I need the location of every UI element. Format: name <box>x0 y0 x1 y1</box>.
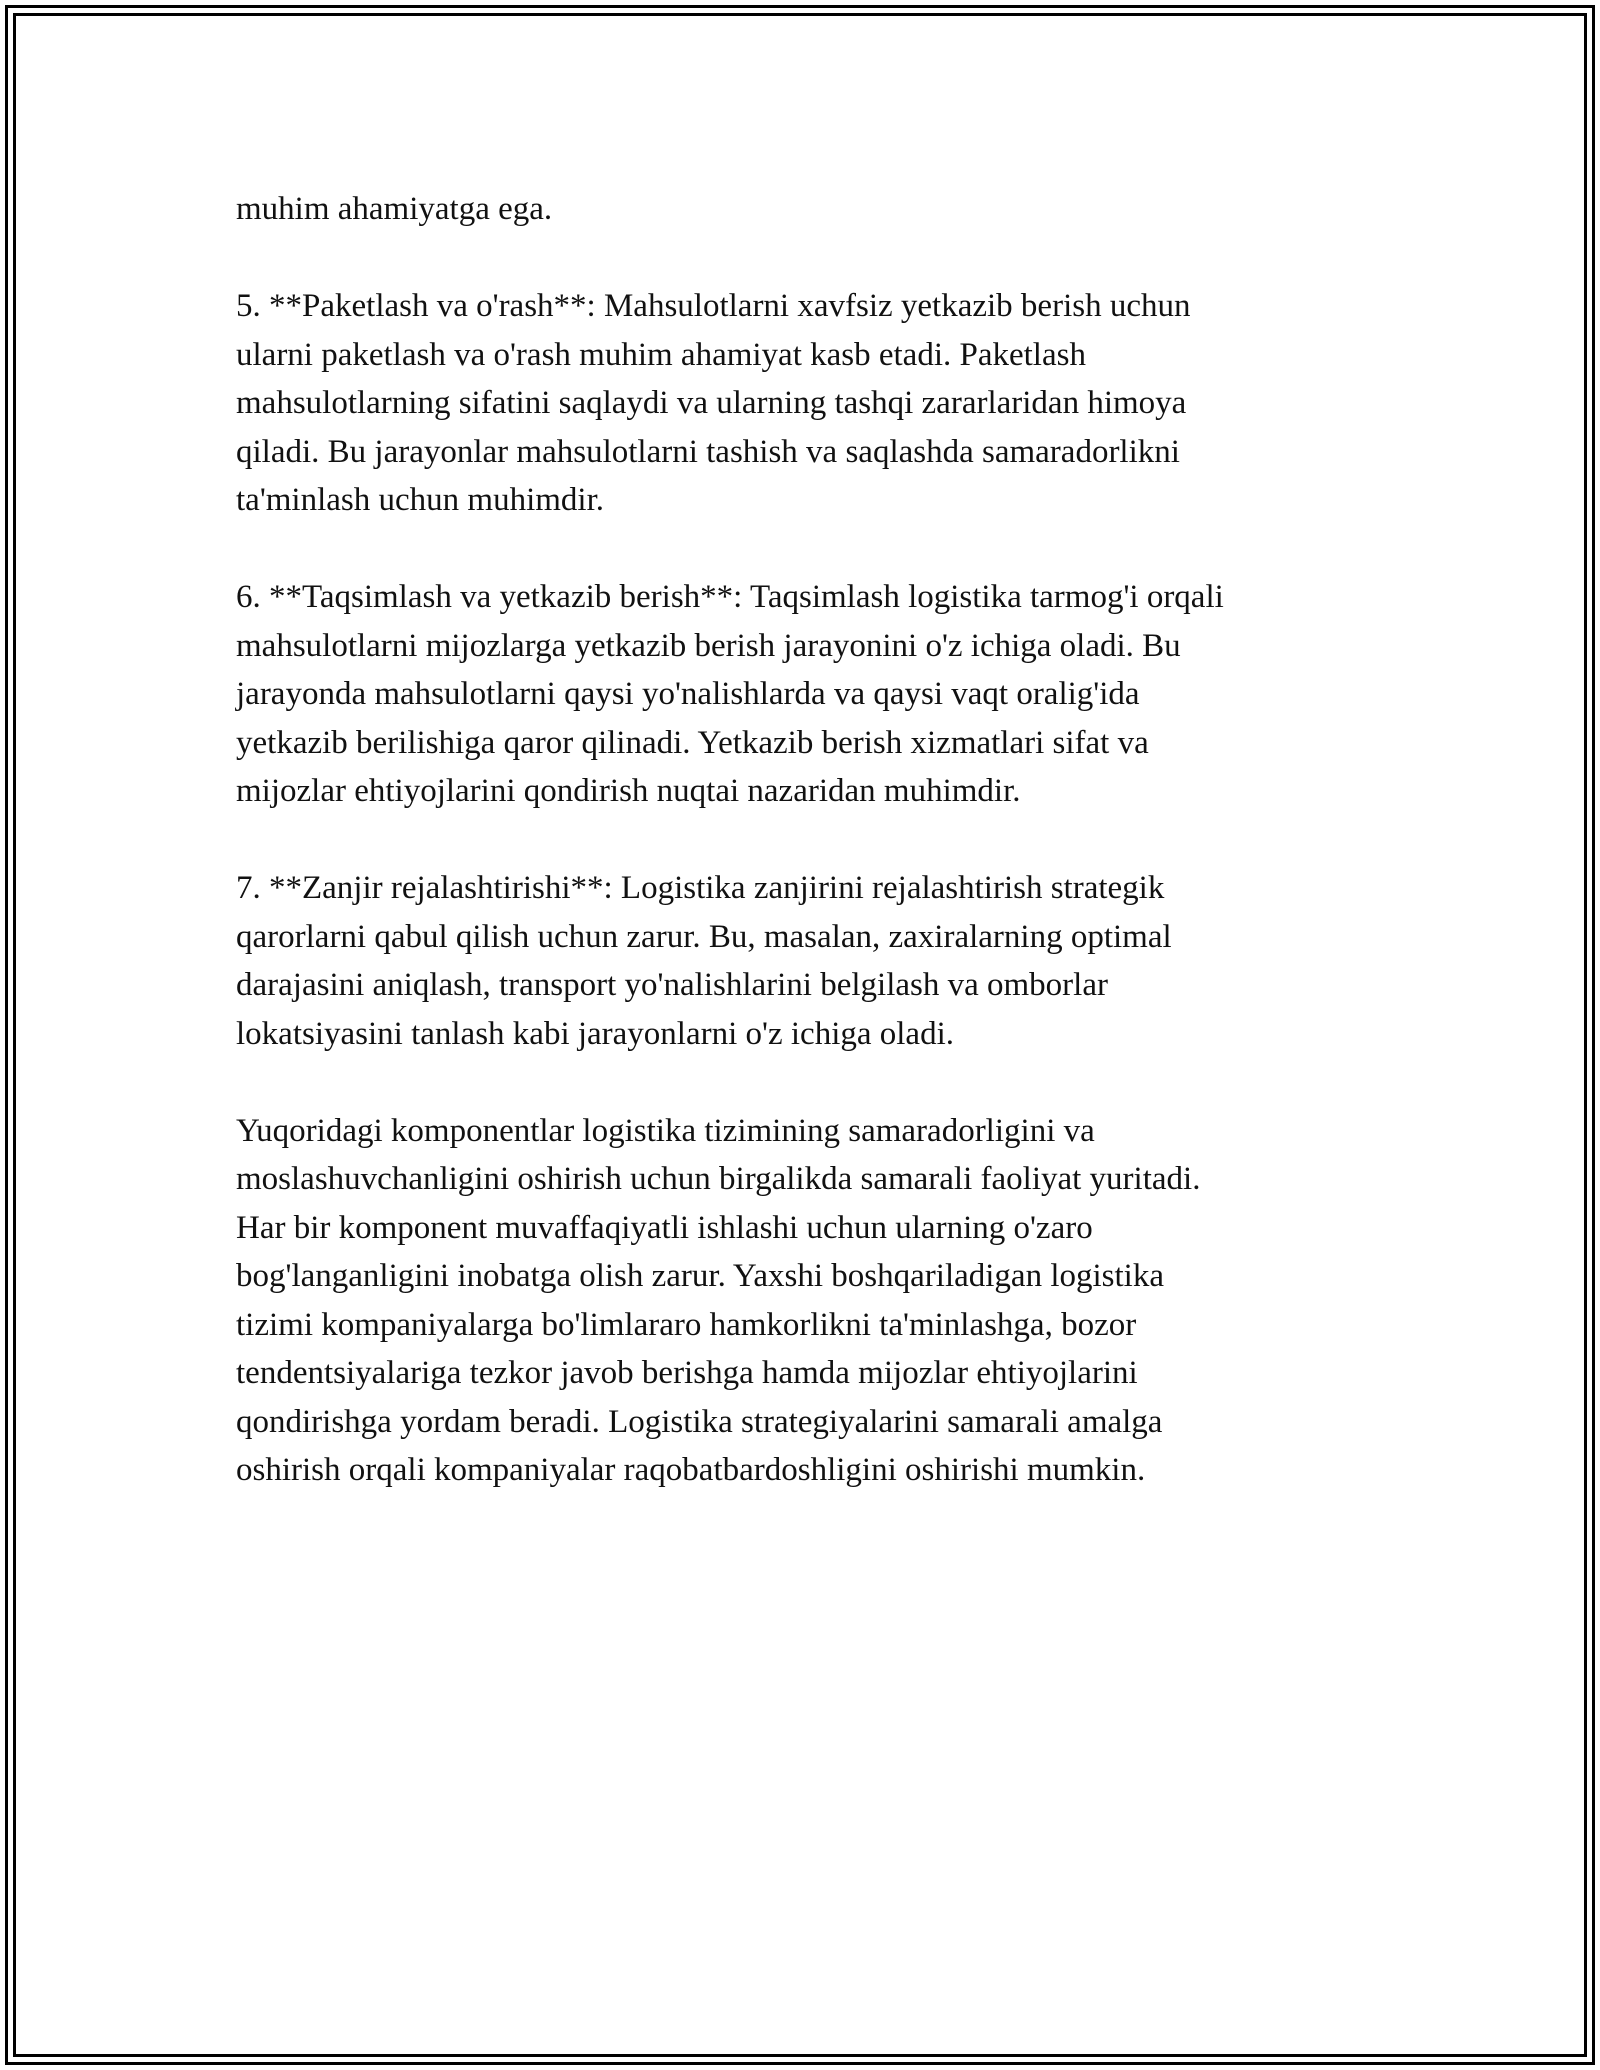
paragraph-continuation <box>236 185 1366 234</box>
paragraph-conclusion <box>236 1107 1366 1495</box>
text-line: qarorlarni qabul qilish uchun zarur. Bu, masalan, zaxiralarning optimal <box>236 918 1172 955</box>
text-line: tendentsiyalariga tezkor javob berishga hamda mijozlar ehtiyojlarini <box>236 1355 1138 1391</box>
paragraph-item-6 <box>236 573 1366 816</box>
document-body <box>236 185 1366 1543</box>
paragraph-item-7 <box>236 864 1366 1058</box>
text-line: ta'minlash uchun muhimdir. <box>236 482 604 518</box>
paragraph-item-5 <box>236 282 1366 525</box>
text-line: mahsulotlarni mijozlarga yetkazib berish jarayonini o'z ichiga oladi. Bu <box>236 627 1181 664</box>
text-line: ularni paketlash va o'rash muhim ahamiyat kasb etadi. Paketlash <box>236 336 1086 373</box>
text-line: lokatsiyasini tanlash kabi jarayonlarni o'z ichiga oladi. <box>236 1015 954 1052</box>
text-line: tizimi kompaniyalarga bo'limlararo hamkorlikni ta'minlashga, bozor <box>236 1306 1137 1343</box>
text-line: 7. **Zanjir rejalashtirishi**: Logistika zanjirini rejalashtirish strategik <box>236 870 1165 906</box>
text-line: bog'langanligini inobatga olish zarur. Yaxshi boshqariladigan logistika <box>236 1258 1164 1294</box>
text-line: oshirish orqali kompaniyalar raqobatbardoshligini oshirishi mumkin. <box>236 1452 1146 1488</box>
text-line: jarayonda mahsulotlarni qaysi yo'nalishlarda va qaysi vaqt oralig'ida <box>236 676 1140 712</box>
text-line: darajasini aniqlash, transport yo'nalishlarini belgilash va omborlar <box>236 967 1108 1003</box>
text-line: 5. **Paketlash va o'rash**: Mahsulotlarni xavfsiz yetkazib berish uchun <box>236 288 1191 324</box>
text-line: Yuqoridagi komponentlar logistika tizimining samaradorligini va <box>236 1112 1095 1149</box>
text-line: 6. **Taqsimlash va yetkazib berish**: Taqsimlash logistika tarmog'i orqali <box>236 579 1224 615</box>
text-line: mahsulotlarning sifatini saqlaydi va ularning tashqi zararlaridan himoya <box>236 385 1187 421</box>
text-line: mijozlar ehtiyojlarini qondirish nuqtai nazaridan muhimdir. <box>236 773 1021 809</box>
text-line: moslashuvchanligini oshirish uchun birgalikda samarali faoliyat yuritadi. <box>236 1161 1201 1197</box>
text-line: Har bir komponent muvaffaqiyatli ishlashi uchun ularning o'zaro <box>236 1209 1093 1246</box>
text-line: yetkazib berilishiga qaror qilinadi. Yetkazib berish xizmatlari sifat va <box>236 724 1149 761</box>
text-line: muhim ahamiyatga ega. <box>236 191 553 227</box>
text-line: qondirishga yordam beradi. Logistika strategiyalarini samarali amalga <box>236 1403 1163 1440</box>
text-line: qiladi. Bu jarayonlar mahsulotlarni tashish va saqlashda samaradorlikni <box>236 433 1180 470</box>
